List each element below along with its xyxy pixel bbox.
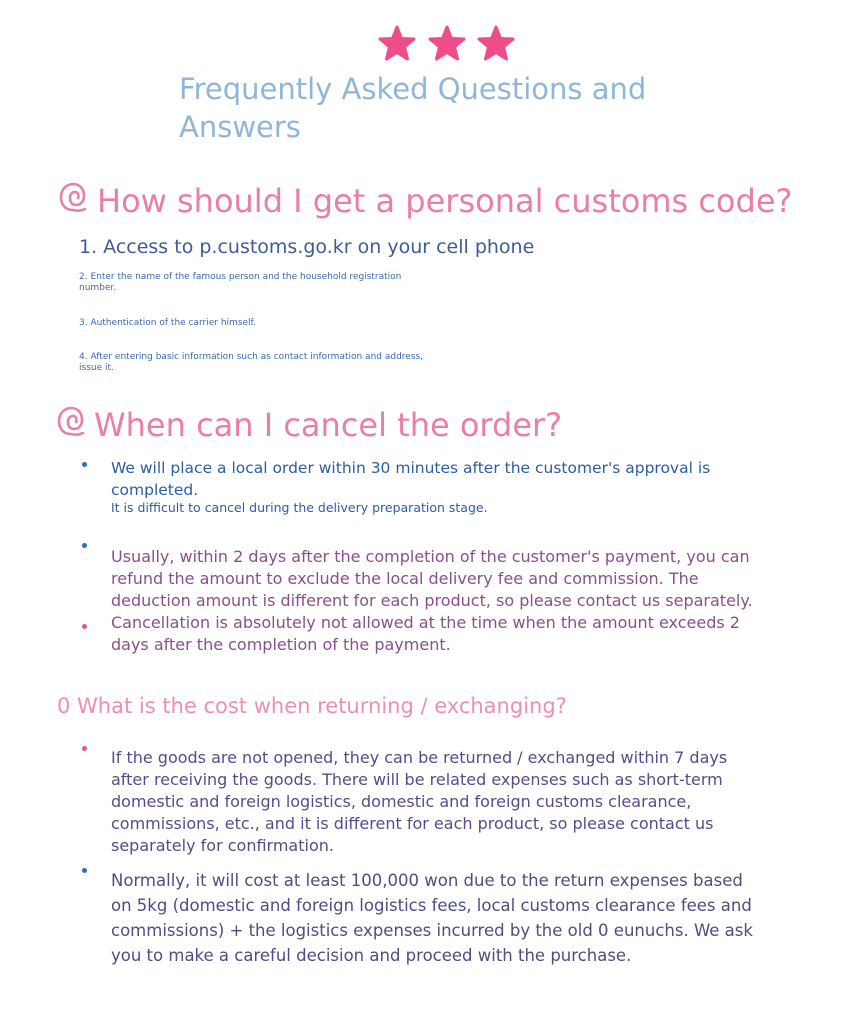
bullet-dot	[82, 543, 87, 548]
bullet-dot	[82, 624, 87, 629]
faq-question: 0 What is the cost when returning / exchanging?	[57, 694, 567, 718]
star-icon	[479, 27, 513, 59]
page-title: Frequently Asked Questions and Answers	[179, 72, 647, 144]
star-rating	[374, 22, 524, 66]
faq-answer: Usually, within 2 days after the completion of the customer's payment, you can refund the amount to exclude the local delivery fee and commission. The deduction amount is different for each product, so please contact us separately. Cancellation is absolutely not allowed at the time when the amount exceeds 2 days after the completion of the payment.	[111, 547, 753, 654]
faq-note: It is difficult to cancel during the delivery preparation stage.	[111, 500, 488, 515]
faq-step: 4. After entering basic information such as contact information and address, issue it.	[79, 352, 424, 373]
faq-step: 1. Access to p.customs.go.kr on your cell phone	[79, 236, 535, 258]
bullet-dot	[82, 462, 87, 467]
star-icon	[430, 27, 464, 59]
q-swirl-icon	[58, 180, 88, 216]
faq-step: 2. Enter the name of the famous person and the household registration number.	[79, 272, 402, 293]
faq-question: When can I cancel the order?	[94, 406, 563, 444]
faq-answer: We will place a local order within 30 minutes after the customer's approval is completed.	[111, 459, 711, 499]
bullet-dot	[82, 868, 87, 873]
faq-question: How should I get a personal customs code?	[97, 182, 793, 220]
star-icon	[380, 27, 414, 59]
faq-step: 3. Authentication of the carrier himself.	[79, 318, 256, 328]
q-swirl-icon	[56, 404, 86, 440]
faq-answer: Normally, it will cost at least 100,000 won due to the return expenses based on 5kg (domestic and foreign logistics fees, local customs clearance fees and commissions) + the logistics expenses incurred by the old 0 eunuchs. We ask you to make a careful decision and proceed with the purchase.	[111, 871, 753, 965]
faq-answer: If the goods are not opened, they can be returned / exchanged within 7 days after receiving the goods. There will be related expenses such as short-term domestic and foreign logistics, domestic and foreign customs clearance, commissions, etc., and it is different for each product, so please contact us separately for confirmation.	[111, 748, 728, 855]
bullet-dot	[82, 746, 87, 751]
